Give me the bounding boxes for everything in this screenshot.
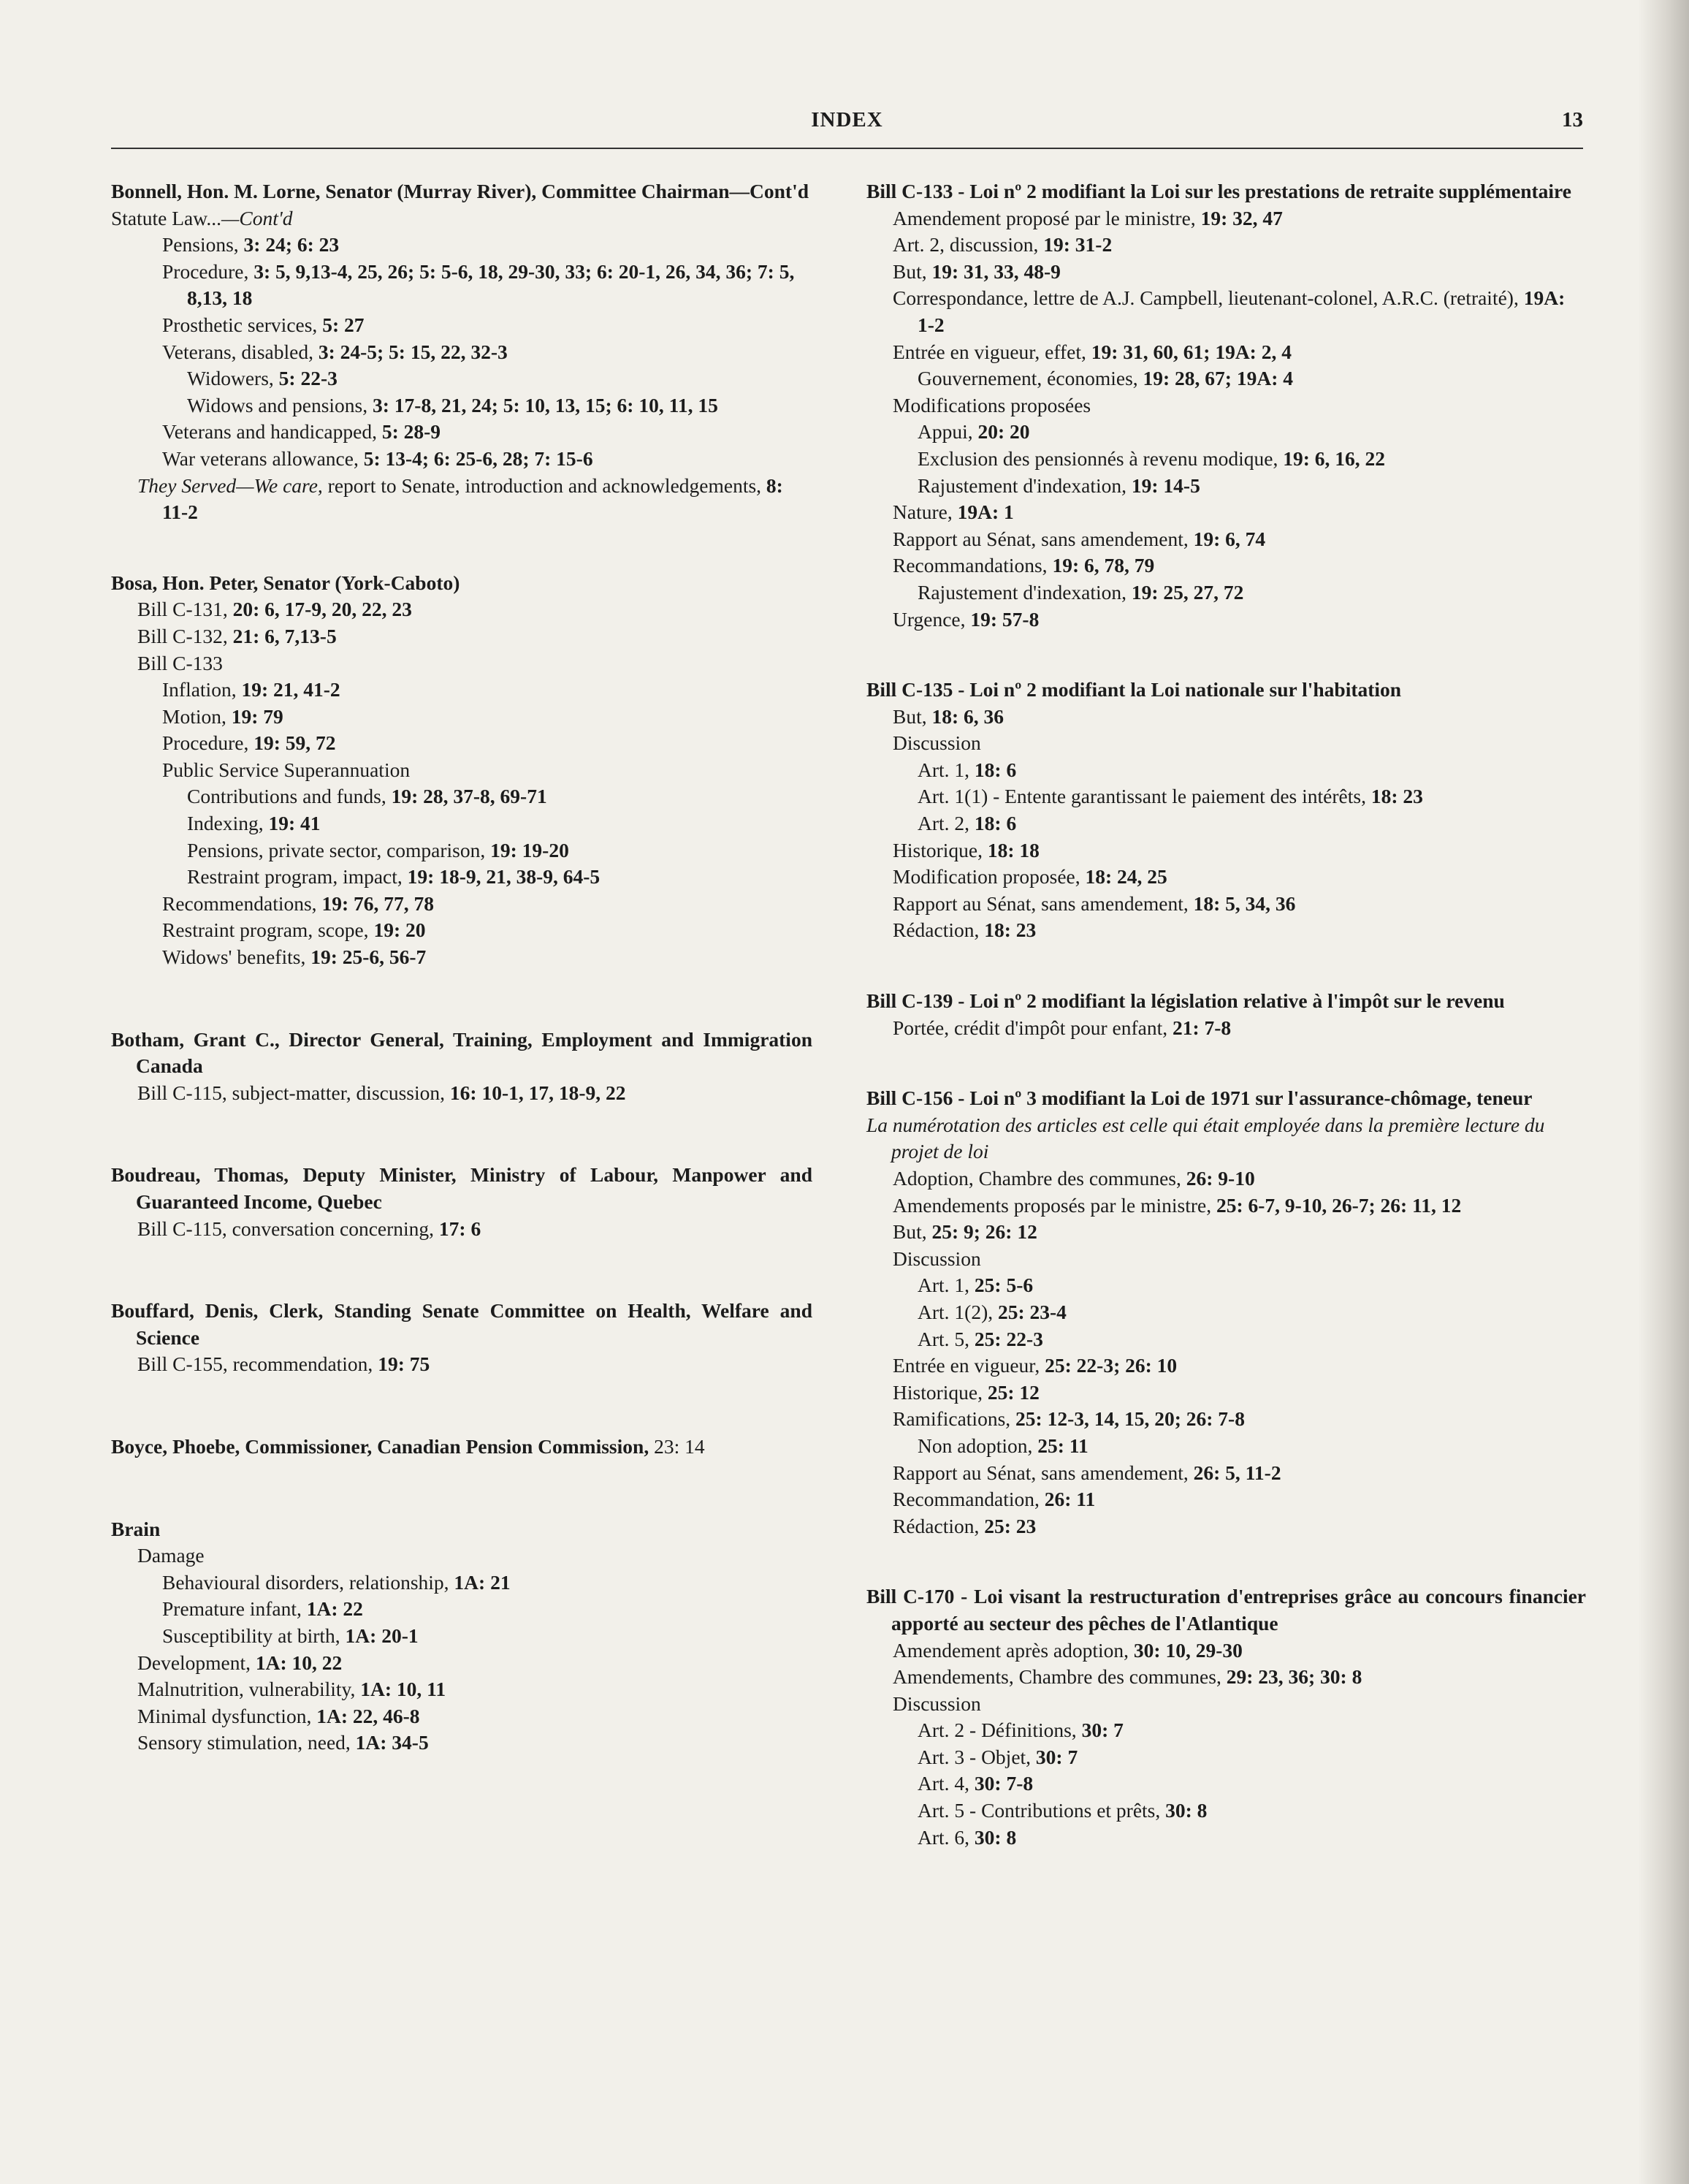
subentry <box>111 1216 812 1243</box>
page-refs: 18: 24, 25 <box>1085 865 1167 889</box>
subentry <box>111 446 812 473</box>
page-refs: 25: 5-6 <box>974 1274 1034 1297</box>
subentry <box>111 623 812 650</box>
subentry-label: Widowers, <box>187 367 279 390</box>
right-column <box>866 178 1586 1876</box>
subentry: Damage <box>137 1544 205 1567</box>
page-refs: 18: 23 <box>1370 785 1423 808</box>
page-refs: 16: 10-1, 17, 18-9, 22 <box>449 1081 626 1104</box>
subentry <box>111 419 812 446</box>
subentry-label: Art. 2, discussion, <box>893 233 1044 256</box>
index-entry-bill-c156 <box>866 1085 1586 1540</box>
page-refs: 19: 79 <box>231 704 283 728</box>
subentry <box>111 704 812 731</box>
page-refs: 20: 20 <box>977 420 1030 444</box>
page-refs: 25: 11 <box>1037 1434 1088 1457</box>
subentry-label: Amendement après adoption, <box>893 1638 1134 1662</box>
page-number: 13 <box>1562 108 1583 132</box>
page-refs: 5: 27 <box>322 313 365 336</box>
subentry-label: Nature, <box>893 501 958 524</box>
subentry <box>111 205 812 232</box>
subentry <box>866 1717 1586 1744</box>
subentry <box>866 1770 1586 1797</box>
subentry-label: Susceptibility at birth, <box>162 1624 346 1647</box>
page-refs: 1A: 20-1 <box>345 1624 419 1647</box>
subentry-label: Rajustement d'indexation, <box>918 473 1132 497</box>
subentry <box>866 526 1586 553</box>
page-refs: 19: 18-9, 21, 38-9, 64-5 <box>407 865 601 889</box>
page-refs: 18: 23 <box>984 918 1037 942</box>
page-refs: 8: 11-2 <box>162 473 783 524</box>
subentry-label: Exclusion des pensionnés à revenu modique, <box>918 446 1284 470</box>
page-refs: 19: 31, 33, 48-9 <box>931 259 1061 283</box>
page-refs: 19: 21, 41-2 <box>241 678 340 701</box>
subentry <box>866 1486 1586 1513</box>
subentry-label: Development, <box>137 1651 256 1674</box>
subentry <box>866 757 1586 784</box>
page-refs: 19: 20 <box>373 918 426 942</box>
page-refs: 19: 19-20 <box>490 838 569 861</box>
subentry: Bill C-133 <box>137 651 223 674</box>
subentry-label: Recommandations, <box>893 554 1053 577</box>
subentry <box>111 1623 812 1650</box>
subentry-label: But, <box>893 259 932 283</box>
left-column <box>111 178 812 1781</box>
subentry <box>866 1744 1586 1771</box>
subentry <box>866 837 1586 864</box>
page-refs: 3: 5, 9,13-4, 25, 26; 5: 5-6, 18, 29-30, 33; 6: 20-1, 26, 34, 36; 7: 5, 8,13, 18 <box>187 259 795 310</box>
page-refs: 25: 6-7, 9-10, 26-7; 26: 11, 12 <box>1216 1193 1462 1217</box>
subentry <box>111 891 812 918</box>
subentry <box>111 783 812 810</box>
subentry <box>866 606 1586 633</box>
subentry <box>111 1351 812 1378</box>
page-refs: 3: 24-5; 5: 15, 22, 32-3 <box>318 340 508 363</box>
page-refs: 1A: 22, 46-8 <box>316 1704 420 1727</box>
subentry-label: Bill C-131, <box>137 598 233 621</box>
page-refs: 25: 22-3; 26: 10 <box>1045 1354 1178 1377</box>
entry-heading: Bill C-170 - Loi visant la restructuration d'entreprises grâce au concours financier apporté au secteur des pêches de l'Atlantique <box>866 1585 1586 1635</box>
page-refs: 25: 22-3 <box>974 1327 1043 1350</box>
subentry-label: Pensions, <box>162 233 244 256</box>
subentry-label: Rédaction, <box>893 918 985 942</box>
subentry <box>866 891 1586 918</box>
page-refs: 19: 41 <box>268 812 321 835</box>
subentry-label: Art. 3 - Objet, <box>918 1745 1036 1768</box>
subentry <box>866 1352 1586 1380</box>
subentry-label: War veterans allowance, <box>162 446 364 470</box>
subentry-label: Art. 1(1) - Entente garantissant le paiement des intérêts, <box>918 785 1371 808</box>
subentry-label: But, <box>893 704 932 728</box>
index-entry-boudreau <box>111 1162 812 1242</box>
entry-heading: Bill C-135 - Loi nº 2 modifiant la Loi nationale sur l'habitation <box>866 678 1402 701</box>
subentry <box>866 917 1586 944</box>
subentry: Discussion <box>893 1692 981 1715</box>
page-header <box>111 108 1583 137</box>
subentry <box>111 1703 812 1730</box>
subentry <box>866 783 1586 810</box>
page-refs: 26: 5, 11-2 <box>1193 1461 1281 1484</box>
index-entry-bonnell <box>111 178 812 526</box>
subentry-label: Veterans and handicapped, <box>162 420 382 444</box>
page-refs: 18: 5, 34, 36 <box>1193 891 1296 915</box>
subentry-label: Malnutrition, vulnerability, <box>137 1678 361 1701</box>
subentry <box>866 1219 1586 1246</box>
subentry <box>111 810 812 837</box>
subentry <box>866 1433 1586 1460</box>
article-numbering-note: La numérotation des articles est celle qui était employée dans la première lecture du projet de loi <box>866 1113 1545 1163</box>
subentry <box>866 1406 1586 1433</box>
subentry-label: Restraint program, impact, <box>187 865 408 889</box>
page-refs: 19: 14-5 <box>1131 473 1200 497</box>
page-refs: 19: 57-8 <box>970 607 1040 631</box>
subentry-label: Art. 2, <box>918 812 975 835</box>
entry-heading: Bouffard, Denis, Clerk, Standing Senate Committee on Health, Welfare and Science <box>111 1299 812 1349</box>
subentry: Public Service Superannuation <box>162 758 411 781</box>
subentry-label: Inflation, <box>162 678 242 701</box>
page-refs: 19: 25-6, 56-7 <box>310 945 427 969</box>
subentry <box>111 730 812 757</box>
subentry <box>866 1299 1586 1326</box>
subentry <box>111 1730 812 1757</box>
page-refs: 18: 6, 36 <box>931 704 1004 728</box>
subentry: Discussion <box>893 731 981 755</box>
subentry-label: Amendements, Chambre des communes, <box>893 1665 1227 1689</box>
subentry <box>866 419 1586 446</box>
index-entry-boyce <box>111 1434 812 1461</box>
subentry-label: Bill C-115, subject-matter, discussion, <box>137 1081 450 1104</box>
subentry <box>866 1825 1586 1852</box>
page-refs: 23: 14 <box>654 1434 705 1458</box>
running-title: INDEX <box>811 108 883 132</box>
page-refs: 1A: 22 <box>306 1597 363 1621</box>
page-refs: 19: 76, 77, 78 <box>321 891 434 915</box>
contd-label: —Cont'd <box>221 206 293 229</box>
subentry-label: Historique, <box>893 838 988 861</box>
subentry <box>111 596 812 623</box>
page-refs: 18: 6 <box>974 812 1017 835</box>
page-refs: 1A: 10, 11 <box>360 1678 446 1701</box>
index-entry-bill-c133 <box>866 178 1586 633</box>
index-entry-botham <box>111 1027 812 1107</box>
entry-heading: Boudreau, Thomas, Deputy Minister, Ministry of Labour, Manpower and Guaranteed Income, Quebec <box>111 1163 812 1213</box>
subentry-label: Contributions and funds, <box>187 785 392 808</box>
page-refs: 30: 7 <box>1035 1745 1078 1768</box>
subentry-label: Art. 1(2), <box>918 1300 998 1323</box>
subentry <box>111 917 812 944</box>
entry-heading: Bill C-139 - Loi nº 2 modifiant la législation relative à l'impôt sur le revenu <box>866 989 1505 1013</box>
subentry <box>866 1664 1586 1691</box>
page-refs: 30: 7-8 <box>974 1772 1034 1795</box>
subentry-label: Non adoption, <box>918 1434 1038 1457</box>
page-refs: 19: 25, 27, 72 <box>1131 580 1244 604</box>
page-refs: 21: 7-8 <box>1172 1016 1232 1039</box>
subentry-label: report to Senate, introduction and acknowledgements, <box>322 473 766 497</box>
header-rule <box>111 148 1583 149</box>
index-entry-brain <box>111 1516 812 1757</box>
subentry <box>866 1165 1586 1192</box>
subentry-label: Minimal dysfunction, <box>137 1704 317 1727</box>
subentry <box>866 579 1586 606</box>
page-refs: 19: 75 <box>378 1352 430 1376</box>
page-refs: 19: 28, 67; 19A: 4 <box>1143 367 1293 390</box>
page-refs: 19: 59, 72 <box>253 731 336 755</box>
subentry-label: Appui, <box>918 420 978 444</box>
entry-heading: Bill C-156 - Loi nº 3 modifiant la Loi de 1971 sur l'assurance-chômage, teneur <box>866 1087 1533 1110</box>
subentry-label: Art. 1, <box>918 758 975 781</box>
subentry <box>111 259 812 312</box>
subentry-label: Art. 6, <box>918 1825 975 1849</box>
subentry <box>866 1326 1586 1353</box>
index-entry-bill-c135 <box>866 677 1586 944</box>
subentry-label: Entrée en vigueur, <box>893 1354 1045 1377</box>
subentry-label: Adoption, Chambre des communes, <box>893 1167 1186 1190</box>
subentry: Discussion <box>893 1247 981 1270</box>
page-refs: 25: 9; 26: 12 <box>931 1220 1037 1244</box>
subentry <box>111 339 812 366</box>
page-refs: 26: 9-10 <box>1186 1167 1255 1190</box>
subentry-label: Rapport au Sénat, sans amendement, <box>893 1461 1194 1484</box>
subentry-label: Recommendations, <box>162 891 322 915</box>
subentry <box>111 232 812 259</box>
page-refs: 19: 6, 74 <box>1193 527 1266 550</box>
subentry-label: Statute Law... <box>111 206 221 229</box>
page-edge-shadow <box>1638 0 1689 2184</box>
entry-heading <box>111 1434 812 1461</box>
subentry-label: Rédaction, <box>893 1514 985 1537</box>
page-refs: 3: 24; 6: 23 <box>243 233 340 256</box>
page-refs: 19: 32, 47 <box>1200 206 1283 229</box>
page-refs: 18: 18 <box>987 838 1040 861</box>
index-entry-bosa <box>111 570 812 971</box>
subentry-label: Widows' benefits, <box>162 945 311 969</box>
subentry-label: Correspondance, lettre de A.J. Campbell, lieutenant-colonel, A.R.C. (retraité), <box>893 286 1524 310</box>
subentry <box>866 499 1586 526</box>
subentry <box>111 837 812 864</box>
subentry <box>111 473 812 526</box>
page-refs: 29: 23, 36; 30: 8 <box>1226 1665 1362 1689</box>
page-refs: 19: 6, 16, 22 <box>1283 446 1386 470</box>
subentry <box>111 864 812 891</box>
entry-heading: Bonnell, Hon. M. Lorne, Senator (Murray River), Committee Chairman—Cont'd <box>111 180 809 202</box>
subentry-label: Premature infant, <box>162 1597 307 1621</box>
subentry-label: Procedure, <box>162 731 254 755</box>
subentry-label: Sensory stimulation, need, <box>137 1731 356 1754</box>
page-refs: 21: 6, 7,13-5 <box>232 624 337 647</box>
page-refs: 5: 22-3 <box>278 367 338 390</box>
subentry-label: But, <box>893 1220 932 1244</box>
subentry <box>866 1192 1586 1220</box>
subentry-label: Amendement proposé par le ministre, <box>893 206 1201 229</box>
page-refs: 19: 31-2 <box>1043 233 1113 256</box>
subentry <box>866 339 1586 366</box>
subentry-label: Art. 1, <box>918 1274 975 1297</box>
subentry <box>866 1513 1586 1540</box>
subentry <box>866 1380 1586 1407</box>
subentry <box>866 810 1586 837</box>
page-refs: 1A: 34-5 <box>355 1731 429 1754</box>
subentry <box>866 205 1586 232</box>
page-refs: 5: 28-9 <box>381 420 441 444</box>
index-entry-bouffard <box>111 1298 812 1378</box>
subentry-label: Widows and pensions, <box>187 393 373 416</box>
page-refs: 19: 6, 78, 79 <box>1052 554 1155 577</box>
subentry-label: Urgence, <box>893 607 971 631</box>
subentry-label: Restraint program, scope, <box>162 918 374 942</box>
subentry-label: Ramifications, <box>893 1407 1016 1431</box>
subentry <box>111 1650 812 1677</box>
page-refs: 19A: 1 <box>957 501 1014 524</box>
subentry: Modifications proposées <box>893 393 1091 416</box>
subentry-label: Amendements proposés par le ministre, <box>893 1193 1216 1217</box>
page-refs: 25: 12 <box>987 1380 1040 1404</box>
subentry-label: Entrée en vigueur, effet, <box>893 340 1091 363</box>
subentry <box>866 365 1586 392</box>
subentry <box>111 1596 812 1623</box>
subentry-label: Recommandation, <box>893 1488 1045 1511</box>
subentry <box>111 1569 812 1597</box>
page-refs: 30: 8 <box>1165 1799 1208 1822</box>
subentry-label: Bill C-155, recommendation, <box>137 1352 378 1376</box>
subentry <box>866 232 1586 259</box>
subentry <box>866 285 1586 338</box>
page-refs: 5: 13-4; 6: 25-6, 28; 7: 15-6 <box>363 446 593 470</box>
subentry <box>866 1637 1586 1664</box>
index-entry-bill-c139 <box>866 988 1586 1041</box>
subentry-label: Art. 5, <box>918 1327 975 1350</box>
report-title: They Served—We care, <box>137 473 323 497</box>
page-refs: 19: 28, 37-8, 69-71 <box>391 785 547 808</box>
subentry <box>866 552 1586 579</box>
subentry-label: Gouvernement, économies, <box>918 367 1143 390</box>
subentry <box>866 1797 1586 1825</box>
subentry <box>111 1676 812 1703</box>
subentry-label: Rapport au Sénat, sans amendement, <box>893 891 1194 915</box>
page-refs: 30: 7 <box>1081 1719 1124 1742</box>
heading-text: Boyce, Phoebe, Commissioner, Canadian Pension Commission, <box>111 1434 655 1458</box>
subentry <box>866 446 1586 473</box>
subentry-label: Motion, <box>162 704 232 728</box>
subentry <box>111 677 812 704</box>
subentry <box>866 473 1586 500</box>
page-refs: 26: 11 <box>1044 1488 1096 1511</box>
subentry-label: Behavioural disorders, relationship, <box>162 1570 454 1594</box>
subentry-label: Pensions, private sector, comparison, <box>187 838 491 861</box>
subentry-label: Modification proposée, <box>893 865 1086 889</box>
subentry-label: Art. 4, <box>918 1772 975 1795</box>
subentry <box>111 944 812 971</box>
page-refs: 1A: 10, 22 <box>255 1651 343 1674</box>
subentry <box>866 259 1586 286</box>
subentry-label: Art. 5 - Contributions et prêts, <box>918 1799 1166 1822</box>
subentry-label: Prosthetic services, <box>162 313 323 336</box>
subentry <box>866 1460 1586 1487</box>
subentry <box>866 1272 1586 1299</box>
subentry-label: Procedure, <box>162 259 254 283</box>
page-refs: 18: 6 <box>974 758 1017 781</box>
entry-heading: Bill C-133 - Loi nº 2 modifiant la Loi sur les prestations de retraite supplémentaire <box>866 180 1571 202</box>
subentry-label: Art. 2 - Définitions, <box>918 1719 1082 1742</box>
subentry-label: Veterans, disabled, <box>162 340 319 363</box>
index-entry-bill-c170 <box>866 1583 1586 1851</box>
page-refs: 30: 8 <box>974 1825 1017 1849</box>
subentry <box>111 312 812 339</box>
subentry-label: Rapport au Sénat, sans amendement, <box>893 527 1194 550</box>
page-refs: 25: 12-3, 14, 15, 20; 26: 7-8 <box>1015 1407 1245 1431</box>
page-refs: 19A: 1-2 <box>918 286 1566 336</box>
subentry <box>111 365 812 392</box>
page-refs: 3: 17-8, 21, 24; 5: 10, 13, 15; 6: 10, 11, 15 <box>373 393 718 416</box>
subentry <box>866 704 1586 731</box>
entry-heading: Bosa, Hon. Peter, Senator (York-Caboto) <box>111 571 460 594</box>
page-refs: 19: 31, 60, 61; 19A: 2, 4 <box>1091 340 1292 363</box>
subentry-label: Portée, crédit d'impôt pour enfant, <box>893 1016 1173 1039</box>
page-refs: 1A: 21 <box>454 1570 511 1594</box>
subentry-label: Bill C-132, <box>137 624 233 647</box>
page-refs: 25: 23 <box>984 1514 1037 1537</box>
entry-heading: Botham, Grant C., Director General, Training, Employment and Immigration Canada <box>111 1027 812 1078</box>
page-refs: 25: 23-4 <box>997 1300 1067 1323</box>
subentry <box>111 392 812 419</box>
subentry-label: Rajustement d'indexation, <box>918 580 1132 604</box>
subentry <box>111 1080 812 1107</box>
subentry-label: Indexing, <box>187 812 269 835</box>
page-refs: 20: 6, 17-9, 20, 22, 23 <box>232 598 412 621</box>
subentry <box>866 864 1586 891</box>
entry-heading: Brain <box>111 1517 161 1540</box>
page-refs: 17: 6 <box>438 1217 481 1240</box>
subentry-label: Historique, <box>893 1380 988 1404</box>
page-refs: 30: 10, 29-30 <box>1133 1638 1243 1662</box>
subentry-label: Bill C-115, conversation concerning, <box>137 1217 439 1240</box>
subentry <box>866 1015 1586 1042</box>
